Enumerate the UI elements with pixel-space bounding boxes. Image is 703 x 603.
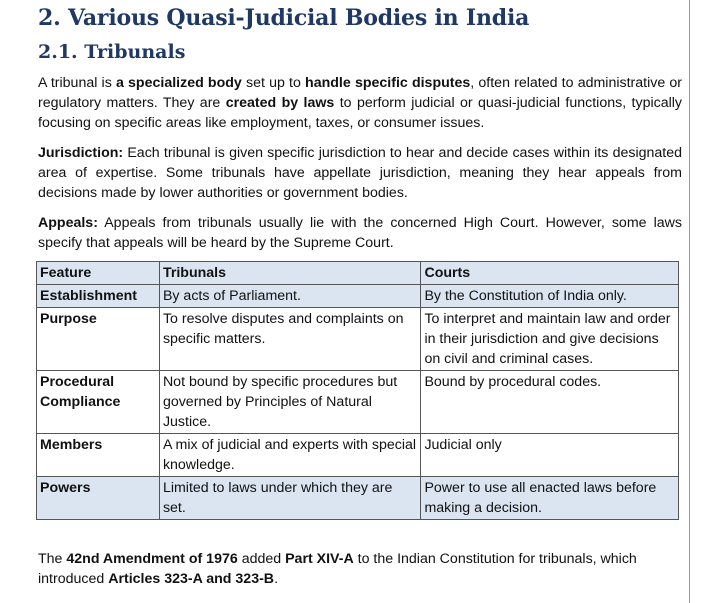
table-cell-courts: To interpret and maintain law and order in their jurisdiction and give decisions on civil and criminal cases.: [421, 308, 679, 371]
footer-text-1: The: [38, 551, 67, 567]
table-row: [37, 371, 679, 434]
footer-bold-3: Articles 323-A and 323-B: [108, 571, 275, 587]
table-header-cell: Feature: [37, 262, 160, 285]
appeals-label: Appeals:: [38, 215, 98, 231]
footer-text-3: to the Indian Constitution for tribunals, which introduced: [38, 551, 637, 587]
intro-text-1: A tribunal is: [38, 75, 116, 91]
table-row: [37, 285, 679, 308]
table-header-cell: Courts: [421, 262, 679, 285]
table-cell-courts: Power to use all enacted laws before making a decision.: [421, 477, 679, 520]
jurisdiction-text: Each tribunal is given specific jurisdiction to hear and decide cases within its designated area of expertise. Some tribunals have appellate jurisdiction, meaning they hear appeals from decisions made by lower authorities or government bodies.: [38, 145, 682, 201]
table-cell-tribunals: Not bound by specific procedures but governed by Principles of Natural Justice.: [159, 371, 421, 434]
table-cell-tribunals: To resolve disputes and complaints on specific matters.: [159, 308, 421, 371]
section-title: 2.1. Tribunals: [38, 41, 186, 63]
table-cell-courts: Bound by procedural codes.: [421, 371, 679, 434]
table-row: [37, 308, 679, 371]
table-row: [37, 477, 679, 520]
jurisdiction-label: Jurisdiction:: [38, 145, 124, 161]
table-row: [37, 434, 679, 477]
page-margin-rule: [689, 0, 690, 603]
intro-bold-3: created by laws: [225, 95, 335, 111]
appeals-paragraph: [38, 213, 682, 253]
intro-text-2: set up to: [241, 75, 306, 91]
appeals-text: Appeals from tribunals usually lie with the concerned High Court. However, some laws specify that appeals will be heard by the Supreme Court.: [38, 215, 682, 251]
table-cell-tribunals: A mix of judicial and experts with special knowledge.: [159, 434, 421, 477]
footer-text-4: .: [274, 571, 279, 587]
table-cell-feature: Establishment: [37, 285, 160, 308]
page-title: 2. Various Quasi-Judicial Bodies in India: [38, 5, 530, 31]
footer-bold-1: 42nd Amendment of 1976: [66, 551, 238, 567]
footer-text-2: added: [237, 551, 286, 567]
intro-bold-2: handle specific disputes: [305, 75, 471, 91]
comparison-table: [36, 261, 679, 520]
intro-text-4: to perform judicial or quasi-judicial functions, typically focusing on specific areas like employment, taxes, or consumer issues.: [38, 95, 682, 131]
table-header-cell: Tribunals: [159, 262, 421, 285]
footer-bold-2: Part XIV-A: [285, 551, 354, 567]
table-cell-tribunals: Limited to laws under which they are set.: [159, 477, 421, 520]
intro-text-3: , often related to administrative or regulatory matters. They are: [38, 75, 682, 111]
table-cell-courts: By the Constitution of India only.: [421, 285, 679, 308]
table-cell-feature: Members: [37, 434, 160, 477]
amendment-paragraph: [38, 549, 682, 589]
intro-paragraph: [38, 73, 682, 133]
table-cell-courts: Judicial only: [421, 434, 679, 477]
table-cell-tribunals: By acts of Parliament.: [159, 285, 421, 308]
intro-bold-1: a specialized body: [115, 75, 242, 91]
jurisdiction-paragraph: [38, 143, 682, 203]
table-cell-feature: Procedural Compliance: [37, 371, 160, 434]
table-cell-feature: Purpose: [37, 308, 160, 371]
table-cell-feature: Powers: [37, 477, 160, 520]
table-header-row: [37, 262, 679, 285]
